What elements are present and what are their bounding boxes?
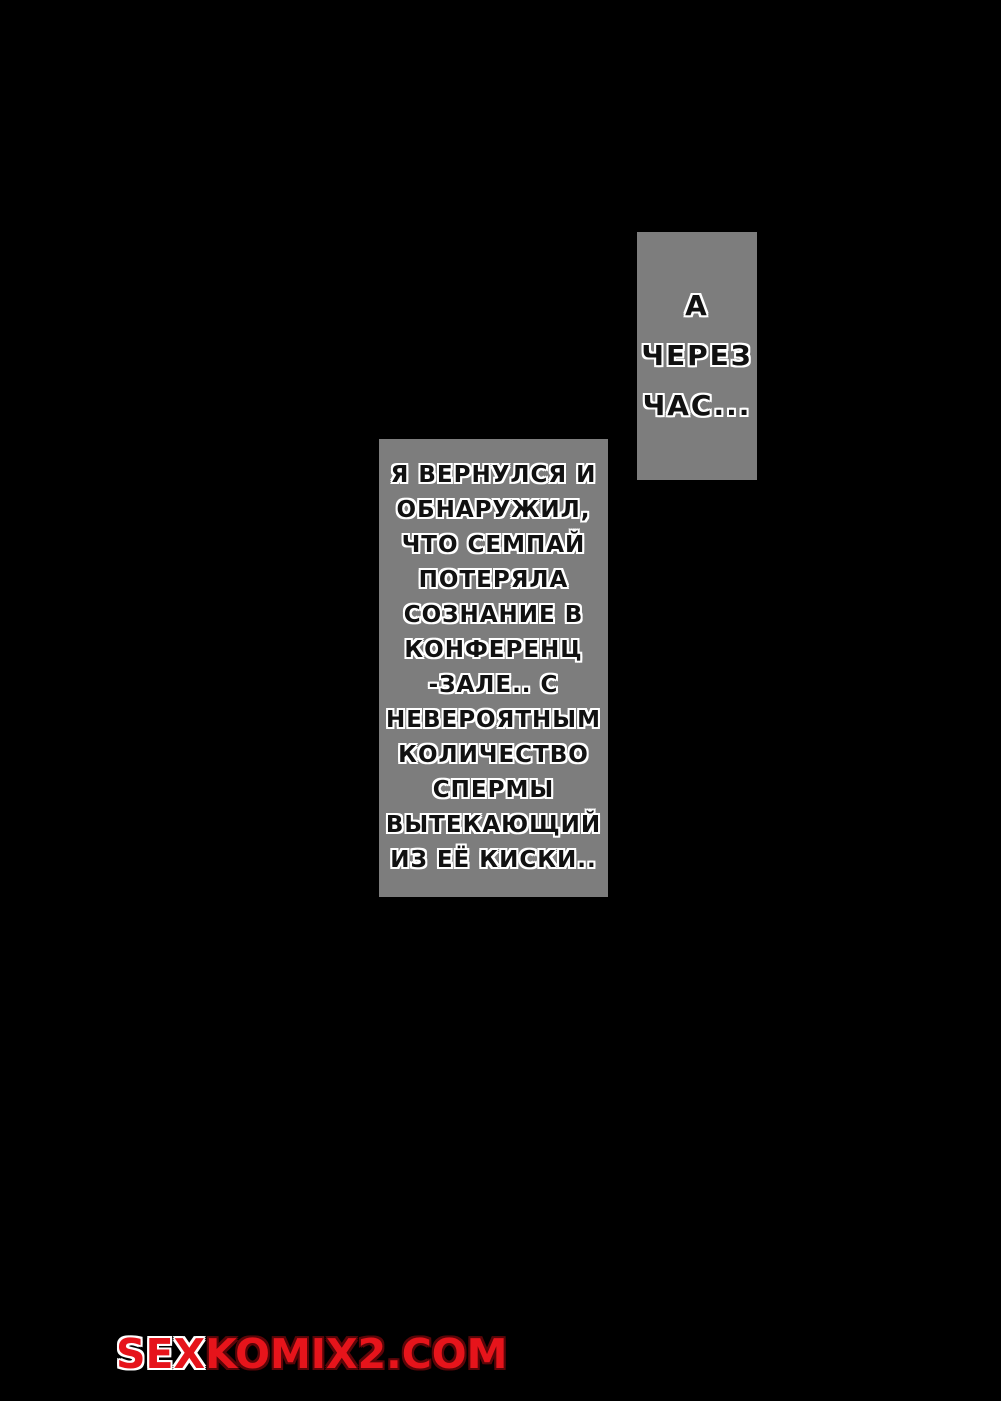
caption-line: ИЗ ЕЁ КИСКИ..	[390, 847, 597, 873]
caption-line: ЧАС...	[642, 389, 752, 422]
caption-box-found	[379, 439, 608, 897]
caption-line: Я ВЕРНУЛСЯ И	[390, 462, 597, 488]
caption-line: -ЗАЛЕ.. С	[428, 672, 559, 698]
caption-line: ЧТО СЕМПАЙ	[401, 532, 586, 558]
caption-line: СОЗНАНИЕ В	[403, 602, 584, 628]
caption-line: НЕВЕРОЯТНЫМ	[386, 707, 601, 733]
caption-line: ПОТЕРЯЛА	[418, 567, 569, 593]
site-watermark	[116, 1332, 507, 1376]
watermark-suffix: KOMIX2.COM	[205, 1330, 508, 1378]
caption-line: КОЛИЧЕСТВО	[398, 742, 589, 768]
caption-line: ЧЕРЕЗ	[641, 339, 753, 372]
caption-line: А	[685, 289, 709, 322]
caption-line: ОБНАРУЖИЛ,	[396, 497, 591, 523]
caption-line: ВЫТЕКАЮЩИЙ	[385, 812, 602, 838]
caption-box-hour	[637, 232, 757, 480]
watermark-prefix: SEX	[116, 1330, 206, 1378]
caption-line: СПЕРМЫ	[432, 777, 555, 803]
caption-line: КОНФЕРЕНЦ	[404, 637, 583, 663]
